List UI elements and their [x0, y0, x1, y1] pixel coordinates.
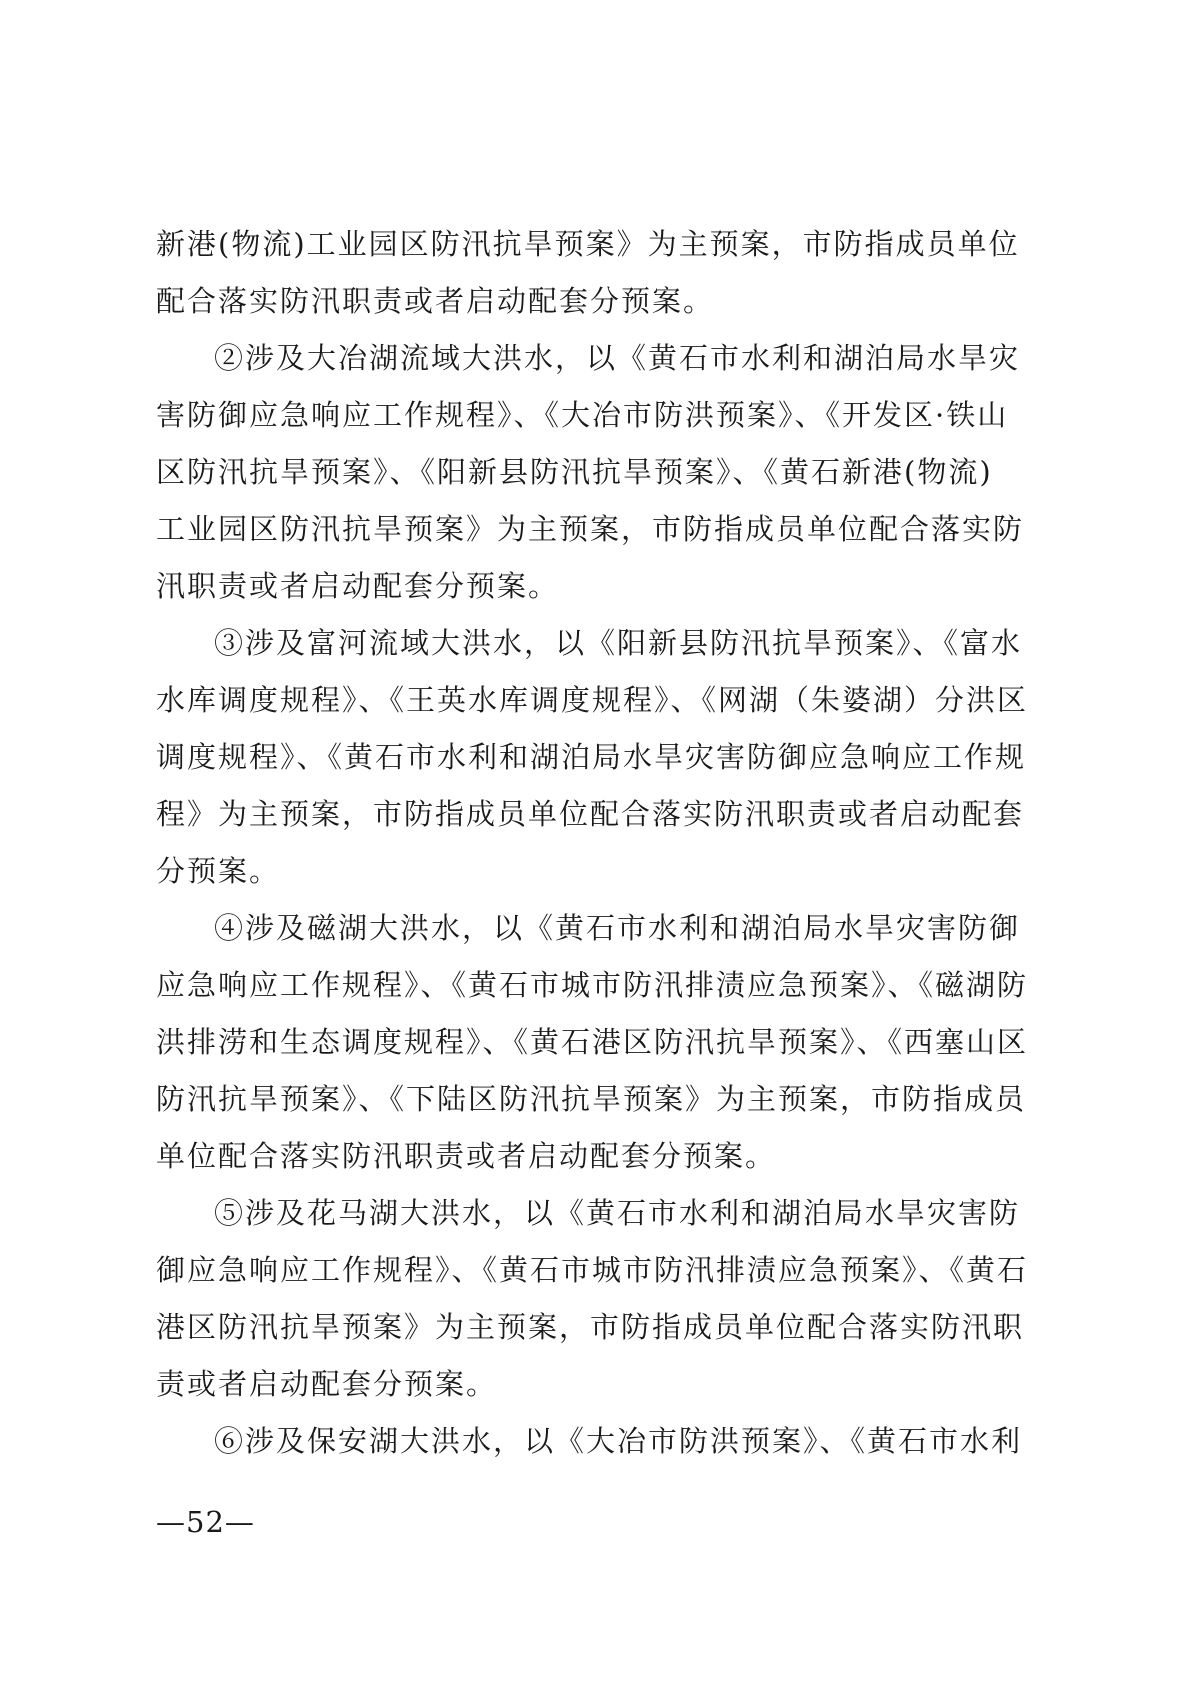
page-number: —52—	[156, 1505, 255, 1539]
paragraph-item-5-huamahu: ⑤涉及花马湖大洪水，以《黄石市水利和湖泊局水旱灾害防 御应急响应工作规程》、《黄石市城市防汛排渍应急预案》、《黄石 港区防汛抗旱预案》为主预案，市防指成员单位配合落实防汛职 责或者启动配套分预案。	[156, 1196, 1029, 1401]
paragraph-item-3-fuhe: ③涉及富河流域大洪水，以《阳新县防汛抗旱预案》、《富水 水库调度规程》、《王英水库调度规程》、《网湖（朱婆湖）分洪区 调度规程》、《黄石市水利和湖泊局水旱灾害防御应急响应工作规 程》为主预案，市防指成员单位配合落实防汛职责或者启动配套 分预案。	[156, 626, 1029, 888]
paragraph-item-2-dayehu: ②涉及大冶湖流域大洪水，以《黄石市水利和湖泊局水旱灾 害防御应急响应工作规程》、《大冶市防洪预案》、《开发区·铁山 区防汛抗旱预案》、《阳新县防汛抗旱预案》、《黄石新港(物流) 工业园区防汛抗旱预案》为主预案，市防指成员单位配合落实防 汛职责或者启动配套分预案。	[156, 341, 1025, 603]
paragraph-item-6-baoanhu: ⑥涉及保安湖大洪水，以《大冶市防洪预案》、《黄石市水利	[214, 1424, 1023, 1458]
paragraph-continuation: 新港(物流)工业园区防汛抗旱预案》为主预案，市防指成员单位 配合落实防汛职责或者启动配套分预案。	[156, 227, 1020, 318]
document-body	[156, 216, 1044, 1470]
paragraph-item-4-cihu: ④涉及磁湖大洪水，以《黄石市水利和湖泊局水旱灾害防御 应急响应工作规程》、《黄石市城市防汛排渍应急预案》、《磁湖防 洪排涝和生态调度规程》、《黄石港区防汛抗旱预案》、《西塞山区 防汛抗旱预案》、《下陆区防汛抗旱预案》为主预案，市防指成员 单位配合落实防汛职责或者启动配套分预案。	[156, 911, 1029, 1173]
